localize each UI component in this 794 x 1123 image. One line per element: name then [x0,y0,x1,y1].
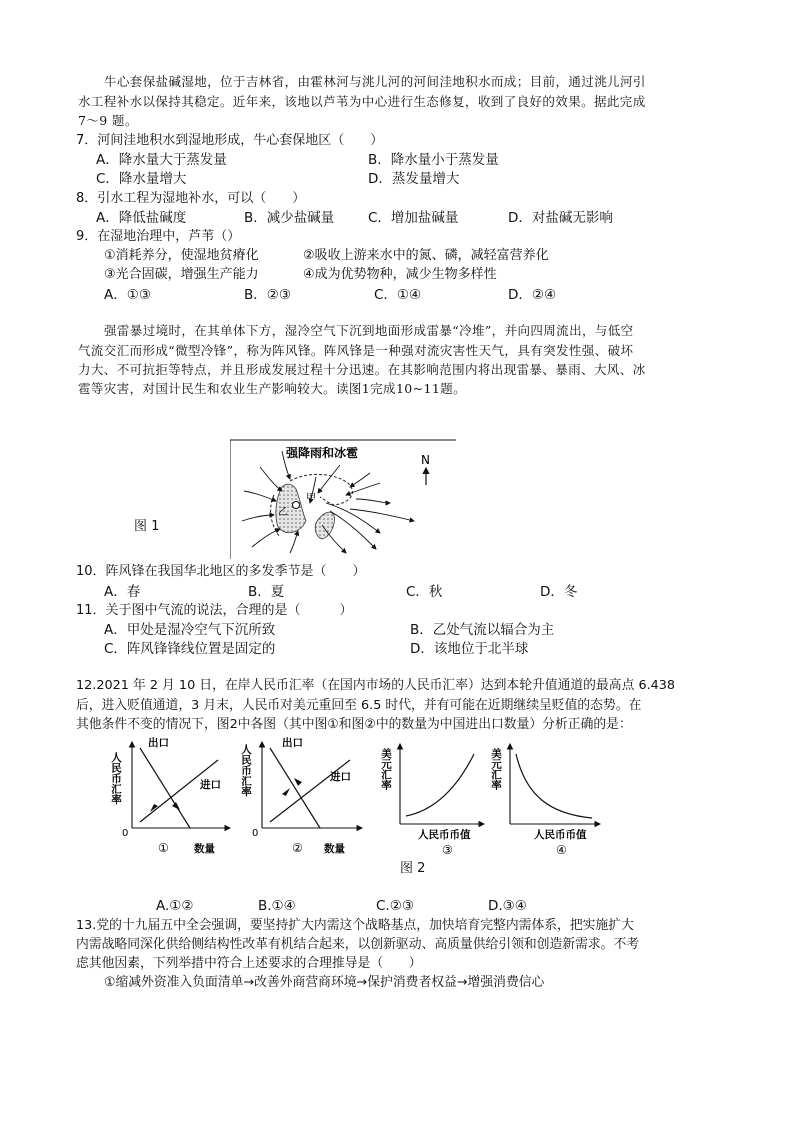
q10-option-d[interactable]: D．冬 [540,584,578,600]
figure1-label-jia: 甲 [306,493,316,504]
passage1-line2: 水工程补水以保持其稳定。近年来，该地以芦苇为中心进行生态修复，收到了良好的效果。据此完成 [78,94,646,109]
graph1-y-label: 人民币汇率 [110,752,122,805]
q10-option-b[interactable]: B．夏 [248,584,285,600]
figure1-label-yi: 乙 [278,507,288,518]
q12-option-b[interactable]: B.①④ [258,898,296,914]
graph2-import-label: 进口 [330,771,351,783]
passage2-line4: 雹等灾害，对国计民生和农业生产影响较大。读图1完成10~11题。 [78,381,467,396]
q7-option-c[interactable]: C．降水量增大 [96,171,187,187]
q9-option-d[interactable]: D．②④ [508,287,557,303]
q12-line1: 12.2021 年 2 月 10 日，在岸人民币汇率（在国内市场的人民币汇率）达到本轮升值通道的最高点 6.438 [76,678,676,693]
figure1-title: 强降雨和冰雹 [286,446,359,460]
figure1-diagram [230,437,458,559]
q11-option-d[interactable]: D．该地位于北半球 [410,641,529,657]
passage1-line3: 7～9 题。 [78,113,138,128]
figure2-graph-1 [110,736,230,855]
graph3-curve [406,754,474,816]
q9-statement-4: ④成为优势物种，减少生物多样性 [303,267,497,282]
q7-option-b[interactable]: B．降水量小于蒸发量 [368,152,499,168]
q7-option-d[interactable]: D．蒸发量增大 [368,171,460,187]
graph2-x-label: 数量 [324,843,345,855]
q11-stem: 11．关于图中气流的说法，合理的是（ ） [76,603,353,618]
graph1-x-label: 数量 [194,843,215,855]
graph2-number: ② [292,841,303,855]
figure1-caption: 图 1 [134,519,160,534]
figure1-north-label: N [421,453,430,467]
graph2-export-label: 出口 [282,737,303,749]
graph4-number: ④ [556,843,567,857]
passage2-line2: 气流交汇而形成“微型冷锋”，称为阵风锋。阵风锋是一种强对流灾害性天气，具有突发性强、破坏 [78,343,634,358]
q8-option-b[interactable]: B．减少盐碱量 [244,210,335,226]
q11-option-c[interactable]: C．阵风锋锋线位置是固定的 [104,641,276,657]
q12-option-c[interactable]: C.②③ [376,898,414,914]
q13-line2: 内需战略同深化供给侧结构性改革有机结合起来，以创新驱动、高质量供给引领和创造新需求。不考 [76,937,640,952]
graph1-export-label: 出口 [148,737,169,749]
q9-stem: 9．在湿地治理中，芦苇（） [76,229,241,244]
passage2-line3: 力大、不可抗拒等特点，并且形成发展过程十分迅速。在其影响范围内将出现雷暴、暴雨、大风、冰 [78,362,646,377]
graph1-origin: 0 [122,828,129,839]
q10-stem: 10．阵风锋在我国华北地区的多发季节是（ ） [76,564,366,579]
q8-option-d[interactable]: D．对盐碱无影响 [508,210,613,226]
q7-stem: 7．河间洼地积水到湿地形成，牛心套保地区（ ） [76,133,384,148]
q11-option-b[interactable]: B．乙处气流以辐合为主 [410,622,555,638]
graph2-origin: 0 [252,828,259,839]
graph2-y-label: 人民币汇率 [240,744,252,797]
q9-option-c[interactable]: C．①④ [374,287,422,303]
q11-option-a[interactable]: A．甲处是湿冷空气下沉所致 [104,622,276,638]
q10-option-a[interactable]: A．春 [104,584,141,600]
figure2-graph-2 [240,736,362,855]
q12-line3: 其他条件不变的情况下，图2中各图（其中图①和图②中的数量为中国进出口数量）分析正确的是： [76,717,632,732]
graph3-number: ③ [442,843,453,857]
q13-statement-1: ①缩减外资准入负面清单→改善外商营商环境→保护消费者权益→增强消费信心 [104,975,545,990]
figure2-caption: 图 2 [400,861,426,876]
q12-option-a[interactable]: A.①② [156,898,194,914]
passage2-line1: 强雷暴过境时，在其单体下方，湿冷空气下沉到地面形成雷暴“冷堆”，并向四周流出，与低空 [104,323,634,338]
q13-line3: 虑其他因素，下列举措中符合上述要求的合理推导是（ ） [76,956,422,971]
q9-statement-3: ③光合固碳，增强生产能力 [104,267,259,282]
q12-option-d[interactable]: D.③④ [488,898,527,914]
q9-option-b[interactable]: B．②③ [244,287,291,303]
figure2-graph-4 [490,744,600,857]
q8-option-c[interactable]: C．增加盐碱量 [368,210,459,226]
graph3-y-label: 美元汇率 [380,748,392,790]
passage1-line1: 牛心套保盐碱湿地，位于吉林省，由霍林河与洮儿河的河间洼地积水而成；目前，通过洮儿河引 [104,74,646,89]
figure2-graphs [106,736,606,858]
figure1-thunderstorm-cell [293,502,300,509]
q7-option-a[interactable]: A．降水量大于蒸发量 [96,152,227,168]
graph3-x-label: 人民币币值 [418,829,471,841]
q13-line1: 13.党的十九届五中全会强调，要坚持扩大内需这个战略基点，加快培育完整内需体系，把实施扩大 [76,918,634,933]
figure2-graph-3 [380,744,484,857]
q12-line2: 后，进入贬值通道，3 月末，人民币对美元重回至 6.5 时代，并有可能在近期继续呈贬值的态势。在 [76,698,642,713]
q8-option-a[interactable]: A．降低盐碱度 [96,210,187,226]
graph4-x-label: 人民币币值 [534,829,587,841]
graph1-import-line [140,760,218,822]
q9-option-a[interactable]: A．①③ [104,287,151,303]
q10-option-c[interactable]: C．秋 [406,584,443,600]
graph4-y-label: 美元汇率 [490,748,502,790]
graph4-curve [516,754,592,818]
graph1-number: ① [158,841,169,855]
q9-statement-2: ②吸收上游来水中的氮、磷，减轻富营养化 [303,248,549,263]
q9-statement-1: ①消耗养分，使湿地贫瘠化 [104,248,259,263]
graph1-import-label: 进口 [200,779,221,791]
q8-stem: 8．引水工程为湿地补水，可以（ ） [76,191,306,206]
figure1-rain-area-east [315,512,334,539]
